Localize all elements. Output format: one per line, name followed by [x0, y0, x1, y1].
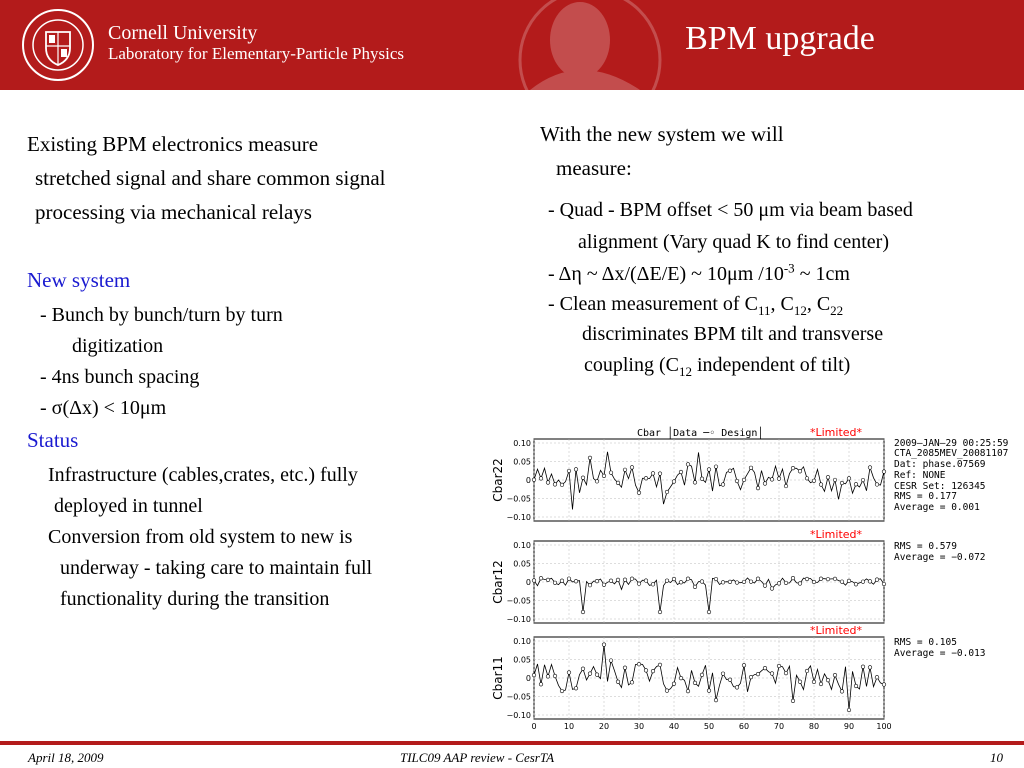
data-point: [532, 579, 536, 583]
data-point: [665, 689, 669, 693]
data-point: [532, 478, 536, 482]
data-point: [826, 678, 830, 682]
slide-title: BPM upgrade: [685, 20, 875, 57]
data-point: [693, 681, 697, 685]
data-point: [567, 671, 571, 675]
status-item-1-cont: deployed in tunnel: [54, 495, 203, 517]
panel-y-label: Cbar11: [491, 656, 505, 700]
data-point: [721, 672, 725, 676]
data-point: [854, 582, 858, 586]
x-tick-label: 90: [843, 722, 855, 731]
x-tick-label: 40: [668, 722, 680, 731]
data-point: [581, 610, 585, 614]
data-point: [770, 587, 774, 591]
data-point: [707, 689, 711, 693]
data-point: [777, 477, 781, 481]
data-point: [861, 665, 865, 669]
data-point: [847, 579, 851, 583]
data-point: [770, 478, 774, 482]
data-point: [777, 582, 781, 586]
right-intro-line-1: With the new system we will: [540, 122, 784, 146]
y-tick-label: −0.05: [506, 692, 531, 702]
data-point: [735, 686, 739, 690]
data-point: [833, 673, 837, 677]
data-point: [861, 478, 865, 482]
panel-rms: RMS = 0.177: [894, 491, 957, 502]
x-tick-label: 80: [808, 722, 820, 731]
y-tick-label: −0.10: [506, 615, 531, 624]
data-point: [847, 708, 851, 712]
data-point: [833, 577, 837, 581]
data-point: [812, 580, 816, 584]
status-item-1: Infrastructure (cables,crates, etc.) fully: [48, 464, 358, 486]
data-point: [868, 466, 872, 470]
data-point: [658, 472, 662, 476]
data-point: [686, 577, 690, 581]
data-point: [679, 580, 683, 584]
panel-rms: RMS = 0.579: [894, 541, 957, 552]
cornell-seal-icon: [21, 8, 95, 82]
data-point: [546, 481, 550, 485]
new-system-item-1-cont: digitization: [72, 335, 164, 357]
x-tick-label: 50: [703, 722, 715, 731]
data-point: [658, 610, 662, 614]
data-point: [700, 477, 704, 481]
y-tick-label: 0.05: [513, 457, 531, 467]
data-point: [623, 578, 627, 582]
data-point: [553, 674, 557, 678]
x-tick-label: 30: [633, 722, 645, 731]
data-point: [728, 469, 732, 473]
data-point: [630, 577, 634, 581]
footer-date: April 18, 2009: [28, 750, 104, 765]
data-point: [553, 581, 557, 585]
data-point: [665, 490, 669, 494]
data-point: [595, 579, 599, 583]
data-point: [854, 684, 858, 688]
data-point: [840, 690, 844, 694]
clean-measurement-cont-2: coupling ($C_{12}$ independent of tilt): [584, 354, 851, 379]
status-item-2-cont-1: underway - taking care to maintain full: [60, 557, 373, 579]
data-point: [609, 579, 613, 583]
data-point: [679, 470, 683, 474]
data-point: [791, 576, 795, 580]
data-point: [721, 581, 725, 585]
data-point: [847, 477, 851, 481]
data-point: [868, 666, 872, 670]
data-point: [637, 491, 641, 495]
data-point: [728, 580, 732, 584]
data-point: [686, 463, 690, 467]
data-point: [798, 680, 802, 684]
data-point: [707, 468, 711, 472]
data-point: [784, 671, 788, 675]
new-system-item-2: - 4ns bunch spacing: [40, 366, 200, 388]
data-point: [637, 582, 641, 586]
data-point: [630, 681, 634, 685]
intro-line-1: Existing BPM electronics measure: [27, 132, 319, 156]
y-tick-label: 0.05: [513, 559, 531, 569]
data-point: [539, 576, 543, 580]
data-point: [644, 476, 648, 480]
data-point: [791, 699, 795, 703]
data-point: [588, 672, 592, 676]
data-point: [735, 581, 739, 585]
plot-legend: Cbar │Data ─◦ Design│: [637, 428, 764, 439]
data-point: [749, 675, 753, 679]
data-point: [861, 580, 865, 584]
right-intro-line-2: measure:: [556, 156, 632, 180]
data-point: [595, 673, 599, 677]
y-tick-label: −0.10: [506, 711, 531, 720]
data-point: [868, 580, 872, 584]
data-point: [651, 583, 655, 587]
data-point: [665, 579, 669, 583]
data-point: [651, 472, 655, 476]
data-point: [763, 584, 767, 588]
data-point: [756, 577, 760, 581]
data-point: [826, 475, 830, 479]
panel-y-label: Cbar12: [491, 560, 505, 604]
data-point: [714, 465, 718, 469]
panel-y-label: Cbar22: [491, 458, 505, 502]
footer-divider: [0, 741, 1024, 745]
data-point: [819, 577, 823, 581]
data-point: [805, 577, 809, 581]
panel-average: Average = −0.072: [894, 552, 986, 563]
data-point: [707, 610, 711, 614]
university-name: Cornell University: [108, 22, 258, 44]
data-point: [672, 577, 676, 581]
data-point: [714, 698, 718, 702]
new-system-heading: New system: [27, 268, 131, 292]
clean-measurement-cont-1: discriminates BPM tilt and transverse: [582, 323, 884, 345]
data-point: [728, 678, 732, 682]
limited-label: *Limited*: [810, 624, 863, 637]
data-point: [616, 481, 620, 485]
quad-offset-line-cont: alignment (Vary quad K to find center): [578, 231, 890, 253]
data-point: [602, 643, 606, 647]
panel-average: Average = 0.001: [894, 502, 980, 513]
data-point: [840, 580, 844, 584]
data-point: [756, 672, 760, 676]
data-point: [854, 482, 858, 486]
data-point: [623, 468, 627, 472]
data-point: [763, 666, 767, 670]
coupling-plot-image: [482, 424, 1024, 731]
y-tick-label: −0.10: [506, 513, 531, 522]
y-tick-label: 0.10: [513, 637, 531, 646]
limited-label: *Limited*: [810, 426, 863, 439]
footer-page-number: 10: [990, 750, 1003, 765]
limited-label: *Limited*: [810, 528, 863, 541]
y-tick-label: 0: [525, 476, 531, 485]
data-point: [812, 680, 816, 684]
data-point: [784, 484, 788, 488]
data-point: [742, 478, 746, 482]
data-point: [609, 471, 613, 475]
data-point: [588, 583, 592, 587]
data-point: [770, 672, 774, 676]
new-system-item-3: - σ(Δx) < 10μm: [40, 397, 167, 419]
data-point: [602, 474, 606, 478]
data-point: [819, 682, 823, 686]
data-point: [798, 582, 802, 586]
data-point: [574, 468, 578, 472]
data-point: [567, 469, 571, 473]
data-point: [539, 477, 543, 481]
data-point: [553, 483, 557, 487]
data-point: [749, 580, 753, 584]
data-point: [742, 663, 746, 667]
data-point: [574, 686, 578, 690]
data-point: [651, 669, 655, 673]
data-point: [539, 682, 543, 686]
data-point: [805, 669, 809, 673]
info-line-2: CTA_2085MEV_20081107: [894, 448, 1009, 459]
data-point: [819, 483, 823, 487]
data-point: [721, 483, 725, 487]
intro-line-3: processing via mechanical relays: [35, 200, 312, 224]
data-point: [735, 479, 739, 483]
data-point: [595, 480, 599, 484]
data-point: [637, 662, 641, 666]
data-point: [749, 466, 753, 470]
data-point: [672, 682, 676, 686]
data-point: [686, 689, 690, 693]
info-line-3: Dat: phase.07569: [894, 459, 986, 470]
data-point: [742, 580, 746, 584]
data-point: [679, 676, 683, 680]
info-line-4: Ref: NONE: [894, 470, 946, 481]
panel-average: Average = −0.013: [894, 648, 986, 659]
x-tick-label: 0: [531, 722, 537, 731]
data-point: [840, 481, 844, 485]
data-point: [560, 483, 564, 487]
data-point: [791, 466, 795, 470]
y-tick-label: 0: [525, 578, 531, 587]
data-point: [609, 659, 613, 663]
plot-info-block: [894, 438, 1009, 492]
data-point: [700, 673, 704, 677]
x-tick-label: 100: [876, 722, 892, 731]
status-item-2: Conversion from old system to new is: [48, 526, 353, 548]
x-tick-label: 70: [773, 722, 785, 731]
y-tick-label: 0.10: [513, 439, 531, 448]
x-tick-label: 20: [598, 722, 610, 731]
x-tick-label: 60: [738, 722, 750, 731]
y-tick-label: −0.05: [506, 494, 531, 504]
intro-line-2: stretched signal and share common signal: [35, 166, 386, 190]
laboratory-name: Laboratory for Elementary-Particle Physics: [108, 44, 404, 63]
y-tick-label: −0.05: [506, 596, 531, 606]
data-point: [581, 476, 585, 480]
data-point: [658, 663, 662, 667]
clean-measurement-line: - Clean measurement of $C_{11}$, $C_{12}$, $C_{22}$: [548, 293, 844, 318]
data-point: [714, 577, 718, 581]
data-point: [567, 577, 571, 581]
data-point: [560, 579, 564, 583]
slide-header: [0, 0, 1024, 90]
y-tick-label: 0.05: [513, 655, 531, 665]
data-point: [882, 582, 886, 586]
data-point: [756, 486, 760, 490]
data-point: [875, 578, 879, 582]
data-point: [805, 477, 809, 481]
data-point: [588, 456, 592, 460]
data-point: [630, 466, 634, 470]
data-point: [602, 583, 606, 587]
data-point: [784, 581, 788, 585]
data-point: [581, 667, 585, 671]
new-system-item-1: - Bunch by bunch/turn by turn: [40, 304, 283, 326]
data-point: [616, 680, 620, 684]
info-line-1: 2009–JAN–29 00:25:59: [894, 438, 1009, 449]
data-point: [672, 480, 676, 484]
dispersion-line: - Δη ~ Δx/(ΔE/E) ~ 10μm $/10^{-3}$ ~ 1cm: [548, 260, 850, 285]
data-point: [833, 478, 837, 482]
data-point: [623, 666, 627, 670]
status-item-2-cont-2: functionality during the transition: [60, 588, 330, 610]
data-point: [616, 578, 620, 582]
data-point: [546, 675, 550, 679]
data-point: [875, 675, 879, 679]
data-point: [644, 579, 648, 583]
data-point: [532, 673, 536, 677]
data-point: [882, 683, 886, 687]
data-point: [560, 689, 564, 693]
info-line-5: CESR Set: 126345: [894, 481, 986, 492]
data-point: [693, 585, 697, 589]
data-point: [763, 482, 767, 486]
y-tick-label: 0: [525, 674, 531, 683]
data-point: [812, 479, 816, 483]
panel-rms: RMS = 0.105: [894, 637, 957, 648]
quad-offset-line: - Quad - BPM offset < 50 μm via beam based: [548, 199, 913, 221]
data-point: [700, 580, 704, 584]
data-point: [693, 481, 697, 485]
status-heading: Status: [27, 428, 79, 452]
data-point: [826, 577, 830, 581]
x-tick-label: 10: [563, 722, 575, 731]
data-point: [875, 483, 879, 487]
footer-event: TILC09 AAP review - CesrTA: [400, 750, 555, 765]
data-point: [546, 578, 550, 582]
data-point: [882, 470, 886, 474]
data-point: [644, 669, 648, 673]
data-point: [574, 579, 578, 583]
data-point: [777, 664, 781, 668]
data-point: [798, 469, 802, 473]
y-tick-label: 0.10: [513, 541, 531, 550]
